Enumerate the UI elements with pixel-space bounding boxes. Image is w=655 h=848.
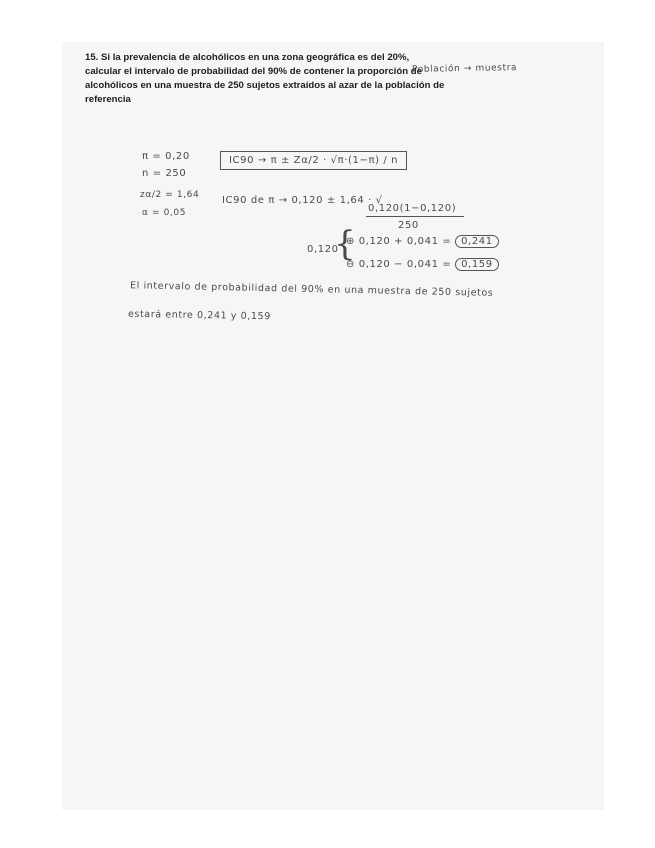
- upper-calc: [346, 236, 499, 247]
- substitution-lhs: IC90 de π → 0,120 ± 1,64 · √: [222, 195, 383, 206]
- problem-statement: 15. Si la prevalencia de alcohólicos en una zona geográfica es del 20%, calcular el intervalo de probabilidad del 90% de contener la proporción de alcohólicos en una muestra de 250 sujetos extraídos al azar de la población de referencia: [85, 52, 445, 105]
- lower-result: 0,159: [455, 258, 499, 271]
- conclusion-line-2: estará entre 0,241 y 0,159: [127, 308, 271, 323]
- upper-expression: ⊕ 0,120 + 0,041 =: [346, 236, 452, 247]
- formula-text: IC90 → π ± Zα/2 · √π·(1−π) / n: [229, 155, 399, 166]
- given-pi: π = 0,20: [142, 151, 190, 162]
- given-z: zα/2 = 1,64: [140, 190, 200, 200]
- given-n: n = 250: [142, 168, 187, 179]
- lower-calc: [346, 259, 499, 270]
- conclusion-line-1: El intervalo de probabilidad del 90% en una muestra de 250 sujetos: [129, 280, 494, 299]
- formula-box: [220, 151, 407, 170]
- given-alpha: α = 0,05: [142, 208, 187, 218]
- lower-expression: ⊖ 0,120 − 0,041 =: [346, 259, 452, 270]
- brace-symbol: {: [334, 224, 356, 264]
- upper-result: 0,241: [455, 235, 499, 248]
- substitution-denominator: 250: [398, 220, 419, 231]
- substitution-numerator: 0,120(1−0,120): [368, 203, 457, 214]
- header-note: Población → muestra: [411, 63, 518, 75]
- center-value: 0,120: [307, 244, 339, 255]
- fraction-bar: [366, 216, 464, 217]
